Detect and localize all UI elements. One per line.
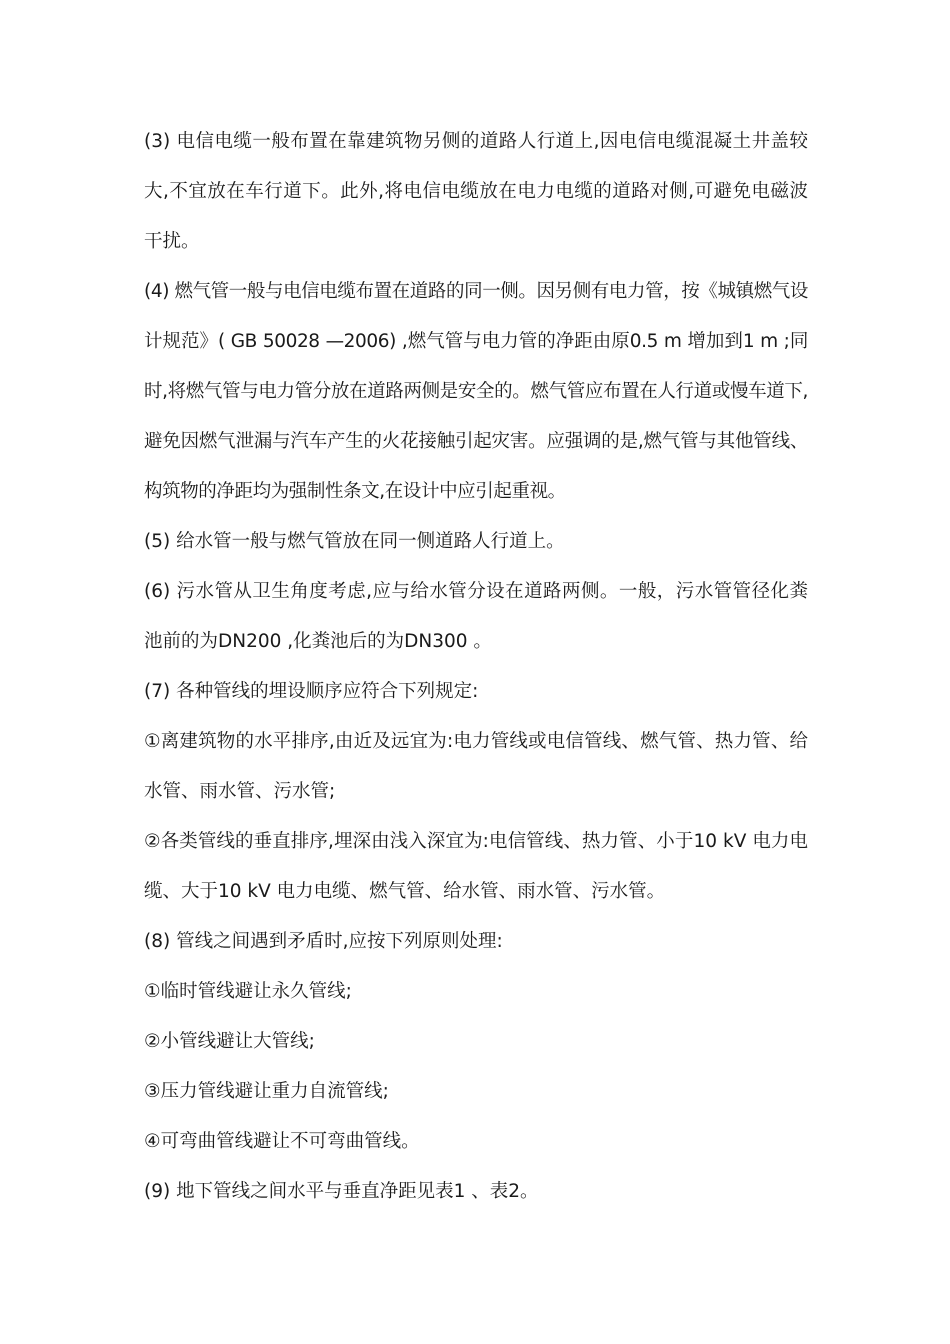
list-item-vertical-order: ②各类管线的垂直排序,埋深由浅入深宜为:电信管线、热力管、小于10 kV 电力电缆、大于10 kV 电力电缆、燃气管、给水管、雨水管、污水管。 bbox=[144, 831, 808, 902]
document-body bbox=[144, 117, 808, 1217]
list-item-rule-temporary: ①临时管线避让永久管线; bbox=[144, 981, 352, 1002]
paragraph-9-clearance-tables: (9) 地下管线之间水平与垂直净距见表1 、表2。 bbox=[144, 1181, 539, 1202]
list-item-rule-pressure: ③压力管线避让重力自流管线; bbox=[144, 1081, 389, 1102]
paragraph-4-gas-pipe: (4) 燃气管一般与电信电缆布置在道路的同一侧。因另侧有电力管，按《城镇燃气设计规范》( GB 50028 —2006) ,燃气管与电力管的净距由原0.5 m 增加到1 m ;同时,将燃气管与电力管分放在道路两侧是安全的。燃气管应布置在人行道或慢车道下,避免因燃气泄漏与汽车产生的火花接触引起灾害。应强调的是,燃气管与其他管线、构筑物的净距均为强制性条文,在设计中应引起重视。 bbox=[144, 281, 808, 502]
paragraph-6-sewage-pipe: (6) 污水管从卫生角度考虑,应与给水管分设在道路两侧。一般，污水管管径化粪池前的为DN200 ,化粪池后的为DN300 。 bbox=[144, 581, 808, 652]
list-item-rule-flexible: ④可弯曲管线避让不可弯曲管线。 bbox=[144, 1131, 420, 1152]
list-item-horizontal-order: ①离建筑物的水平排序,由近及远宜为:电力管线或电信管线、燃气管、热力管、给水管、雨水管、污水管; bbox=[144, 731, 808, 802]
paragraph-3-telecom-cable: (3) 电信电缆一般布置在靠建筑物另侧的道路人行道上,因电信电缆混凝土井盖较大,不宜放在车行道下。此外,将电信电缆放在电力电缆的道路对侧,可避免电磁波干扰。 bbox=[144, 131, 808, 252]
paragraph-8-conflict-rules: (8) 管线之间遇到矛盾时,应按下列原则处理: bbox=[144, 931, 503, 952]
list-item-rule-small: ②小管线避让大管线; bbox=[144, 1031, 315, 1052]
paragraph-7-burial-order: (7) 各种管线的埋设顺序应符合下列规定: bbox=[144, 681, 479, 702]
paragraph-5-water-pipe: (5) 给水管一般与燃气管放在同一侧道路人行道上。 bbox=[144, 531, 565, 552]
